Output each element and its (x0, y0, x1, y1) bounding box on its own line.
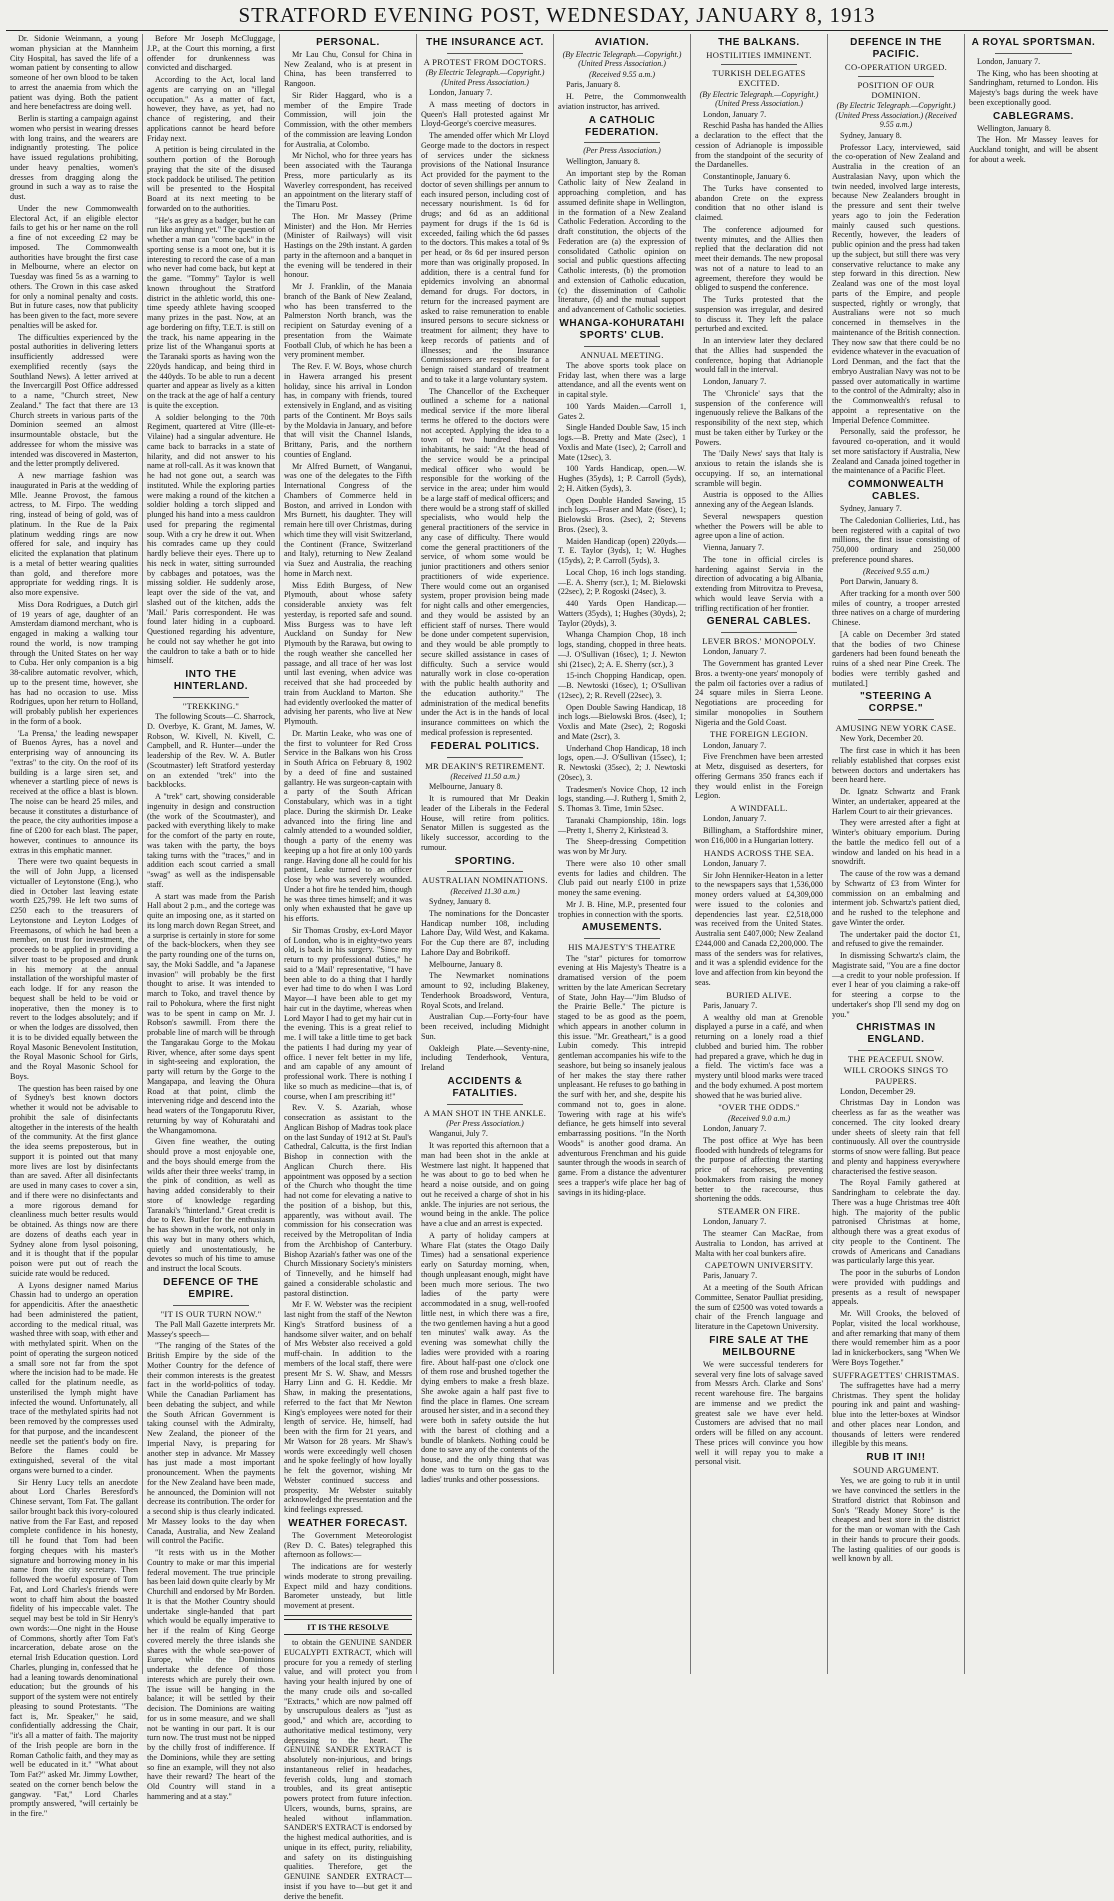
article-paragraph: Billingham, a Staffordshire miner, won £16,000 in a Hungarian lottery. (695, 826, 823, 845)
article-paragraph: The Chancellor of the Exchequer outlined a scheme for a national medical service if the more liberal terms he offered to the doctors were not accepted. Applying the idea to a town of two hundred thousand inhabitants, he said: "At the head of the service would be a principal medical officer who would be responsible for the working of the service in the area; under him would be a large staff of medical officers; and there would be a strong staff of skilled specialists, who would help the general practitioners of the service in any case of difficulty. There would come the general practitioners of the service, of whom some would be junior practitioners and others senior practitioners of wide experience. There would come out an organised system, proper provision being made for night calls and other emergencies, and they would be assisted by an efficient staff of nurses. There would be done under competent supervision, and they would be able promptly to secure skilled assistance in cases of difficulty. Such a service would naturally work in close co-operation with the public health authority and the education authority." The administration of the medical benefits under the Act is in the hands of local insurance committees on which the medical profession is represented. (421, 386, 549, 737)
article-paragraph: London, December 29. (840, 1086, 916, 1096)
article-paragraph: Mr. Will Crooks, the beloved of Poplar, visited the local workhouse, and after remarking that many of them there would remember him as a poor lad in knickerbockers, sang "When We Were Boys Together." (832, 1309, 960, 1367)
article-headline: WEATHER FORECAST. (288, 1517, 408, 1529)
article-subheading: AMUSING NEW YORK CASE. (835, 723, 957, 734)
article-paragraph: The cause of the row was a demand by Schwartz of £3 from Winter for commission on an embalming and interment job. Schwartz's patient died, and he rushed to the telephone and gave Winter the order. (832, 869, 960, 927)
news-column (965, 34, 1102, 1674)
article-paragraph: A petition is being circulated in the southern portion of the Borough praying that the site of the disused stock paddock be utilised. The petition will be presented to the Hospital Board at its next meeting to be forwarded on to the authorities. (147, 145, 275, 213)
article-paragraph: Dr. Sidonie Weinmann, a young woman physician at the Mannheim City Hospital, has saved the life of a woman patient by consenting to allow someone of her own blood to be taken to arrest the anaemia from which the patient was dying. Both the patient and here benefactress are doing well. (10, 34, 138, 112)
article-paragraph: A Lyons designer named Marius Chassin had to undergo an operation for appendicitis. After the anaesthetic had been administered the patient, according to the medical ritual, was washed three with soap, with ether and with methylated spirit. When on the point of operating the surgeon noticed a small sore not far from the spot where the incision had to be made. He called for the platinum needle, as unsterilised the lymph might have infected the wound. Unfortunately, all trace of the methylated spirits had not been removed by the compresses used for that purpose, and the incandescent needle set the patient's body on fire. Before the flames could be extinguished, several of the vital organs were burned to a cinder. (10, 1280, 138, 1475)
article-headline: THE BALKANS. (718, 37, 800, 48)
article-paragraph: Sir John Henniker-Heaton in a letter to the newspapers says that 1,536,000 money orders valued at £4,309,000 were issued to the colonies and dependencies last year. £2,518,000 was received from the United States. Australia sent £407,000; New Zealand £244,000 and Canada £2,200,000. The mass of the senders was for relatives, and it was a splendid evidence for the love and affection from kin beyond the seas. (695, 870, 823, 987)
article-paragraph: Constantinople, January 6. (703, 172, 791, 182)
section-divider (447, 53, 524, 54)
article-paragraph: In dismissing Schwartz's claim, the Magistrate said, "You are a fine doctor—a credit to your noble profession. If ever I hear of you claiming a rake-off for steering a corpse to the undertaker's shop I'll send my dog on you." (832, 951, 960, 1019)
masthead: STRATFORD EVENING POST, WEDNESDAY, JANUARY 8, 1913 (238, 3, 876, 27)
article-paragraph: London, January 7. (429, 88, 493, 98)
columns (6, 34, 1108, 1901)
column-rule (284, 1615, 412, 1616)
article-paragraph: London, January 7. (703, 814, 767, 824)
article-headline: COMMONWEALTH CABLES. (848, 479, 944, 503)
article-paragraph: The Turks have consented to abandon Crete on the express condition that no other island is claimed. (695, 183, 823, 223)
article-paragraph: Vienna, January 7. (703, 543, 764, 553)
article-paragraph: The 'Daily News' says that Italy is anxious to retain the islands she is occupying. If so, an international scramble will begin. (695, 449, 823, 488)
article-headline: THE INSURANCE ACT. (426, 37, 544, 48)
section-divider (858, 76, 935, 77)
article-subheading: CO-OPERATION URGED. (844, 61, 948, 72)
section-divider (721, 632, 798, 633)
dateline: (By Electric Telegraph.—Copyright.) (United Press Association.) (699, 89, 819, 109)
article-subheading: SUFFRAGETTES' CHRISTMAS. (832, 1369, 960, 1380)
news-column (828, 34, 965, 1674)
article-paragraph: The 'Chronicle' says that the suspension of the conference will ingenuously relieve the Balkans of the responsibility of the next step, which must be taken either by Turkey or the Powers. (695, 388, 823, 447)
article-paragraph: The Caledonian Collieries, Ltd., has been registered with a capital of two millions, the first issue consisting of 750,000 ordinary and 250,000 preference pound shares. (832, 515, 960, 564)
article-paragraph: Local Chop, 16 inch logs standing.—E. A. Sherry (scr.), 1; M. Bielowski (22sec), 2; P. Rogoski (24sec), 3. (558, 567, 686, 597)
article-paragraph: Maiden Handicap (open) 220yds.—T. E. Taylor (3yds), 1; W. Hughes (15yds), 2; P. Carroll (5yds), 3. (558, 536, 686, 566)
article-headline: ACCIDENTS & FATALITIES. (447, 1075, 523, 1099)
article-paragraph: "The ranging of the States of the British Empire by the side of the Mother Country for the defence of their common interests is the greatest fact in the world-politics of today. While the Canadian Parliament has been debating the subject, and while the South African Government is taking counsel with the Admiralty, New Zealand, the pioneer of the Imperial Navy, is preparing for another step in advance. Mr Massey has just made a most important pronouncement. When the payments for the New Zealand have been made, he announced, the Dominion will not decrease its contribution. The order for a second ship is thus clearly indicated. Mr Massey looks to the day when Canada, Australia, and New Zealand will control the Pacific. (147, 1341, 275, 1546)
article-subheading: LEVER BROS.' MONOPOLY. (702, 636, 816, 647)
article-paragraph: Paris, January 7. (703, 1271, 758, 1281)
article-subheading: TURKISH DELEGATES EXCITED. (712, 68, 806, 89)
article-paragraph: The Government Meteorologist (Rev D. C. Bates) telegraphed this afternoon as follows:— (284, 1530, 412, 1560)
advertisement-heading: IT IS THE RESOLVE (284, 1619, 412, 1635)
article-paragraph: The suffragettes have had a merry Christmas. They spent the holiday pouring ink and paint and washing-blue into the letter-boxes at Windsor and other places near London, and thousands of letters were rendered illegible by this means. (832, 1380, 960, 1449)
article-paragraph: Whanga Champion Chop, 18 inch logs, standing, chopped in three heats.—J. O'Sullivan (16sec), 1; J. Newton shi (21sec), 2; A. E. Sherry (scr.), 3 (558, 630, 686, 669)
article-subheading: "TREKKING." (182, 700, 240, 711)
article-paragraph: Oakleigh Plate.—Seventy-nine, including Tenderhook, Ventura, Ireland (421, 1043, 549, 1073)
article-paragraph: Wanganui, July 7. (429, 1129, 488, 1139)
article-paragraph: Five Frenchmen have been arrested at Metz, disguised as deserters, for offering Germans 350 francs each if they would enlist in the Foreign Legion. (695, 752, 823, 801)
article-headline: SPORTING. (454, 855, 516, 867)
article-paragraph: Paris, January 7. (703, 1000, 758, 1010)
article-paragraph: There were two quaint bequests in the will of John Jupp, a licensed victualler of Leytonstone (Eng.), who died in October last leaving estate worth £25,799. He left two sums of £250 each to the treasurers of Leytonstone and Leyton Lodges of Freemasons, of which he had been a member, on trust for investment, the proceeds to be applied in providing a silver toast to be proposed and drunk in his memory at the annual installation of the worshipful master of each lodge. If for any reason the bequest shall be held to be void or inoperative, then the money is to revert to the lodges absolutely; and if or when the lodges are dissolved, then it is to be divided equally between the Royal Masonic Benevolent Institution, the Royal Masonic School for Girls, and the Royal Masonic School for Boys. (10, 857, 138, 1081)
article-paragraph: Mr F. W. Webster was the recipient last night from the staff of the Newton King's Stratford business of a handsome silver waiter, and on behalf of Mrs Webster also received a gold muff-chain. In addition to the members of the local staff, there were present Mr S. W. Shaw, and Messrs Harry Linn and G. H. Keddie. Mr Shaw, in making the presentations, referred to the fact that Mr Newton King's employees were noted for their length of service. He, himself, had been with the firm for 21 years, and Mr Watson for 28 years. Mr Shaw's words were exceedingly well chosen and he spoke feelingly of how loyally he felt the governor, wishing Mr Webster continued success and prosperity. Mr Webster suitably acknowledged the presentation and the kind feelings expressed. (284, 1300, 412, 1515)
article-paragraph: Austria is opposed to the Allies annexing any of the Aegean Islands. (695, 490, 823, 510)
article-paragraph: London, January 7. (703, 740, 767, 750)
article-paragraph: H. Petre, the Commonwealth aviation instructor, has arrived. (558, 92, 686, 111)
article-subheading: "OVER THE ODDS." (718, 1102, 800, 1113)
article-paragraph: 100 Yards Handicap, open.—W. Hughes (35yds), 1; P. Carroll (5yds), 2; H. Aitken (5yds), 3. (558, 464, 686, 493)
article-paragraph: London, January 7. (703, 1217, 767, 1227)
article-subheading: A PROTEST FROM DOCTORS. (423, 56, 547, 67)
article-paragraph: Melbourne, January 8. (429, 782, 503, 792)
article-paragraph: New York, December 20. (840, 734, 924, 744)
article-headline: WHANGA-KOHURATAHI SPORTS' CLUB. (559, 317, 685, 341)
article-paragraph: We were successful tenderers for several very fine lots of salvage saved from Messrs Arch. Clarke and Sons' recent warehouse fire. The bargains are immense and we predict the greatest sale we have ever held. Customers are advised that no mail orders will be filled on any account. These prices will convince you how well it will repay you to make a personal visit. (695, 1359, 823, 1467)
article-paragraph: Sir Henry Lucy tells an anecdote about Lord Charles Beresford's Chinese servant, Tom Fat. The gallant sailor brought back this ivory-coloured native from the Far East, and reposed complete confidence in his honesty, till he found that Tom had been forging cheques with his master's signature and borrowing money in his name from the city secretary. Then followed the woeful exposure of Tom Fat, and Lord Charles's friends were wont to chaff him about the boasted fidelity of his impeccable valet. The sequel may best be told in Sir Henry's own words:—One night in the House of Commons, shortly after Tom Fat's incarceration, debate arose on the eternal Irish Education question. Lord Charles, plunging in, confessed that he had a leaning towards denominational education; but the grounds of his support of the system were not entirely pleasing to sound Protestants. "The fact is, Mr. Speaker," he said, confidentially addressing the Chair, "it's all a matter of faith. The majority of the Irish people are born in the Roman Catholic faith, and they may as well be educated in it." "What about Tom Fat?" asked Mr. Jimmy Lowther, seated on the corner bench below the gangway. "Fat," Lord Charles promptly answered, "will certainly be in the fire." (10, 1477, 138, 1818)
article-paragraph: The Hon. Mr Massey leaves for Auckland tonight, and will be absent for about a week. (969, 135, 1098, 164)
article-paragraph: Dr. Ignatz Schwartz and Frank Winter, an undertaker, appeared at the Harlem Court to air their grievances. (832, 787, 960, 816)
article-paragraph: Mr J. B. Hine, M.P., presented four trophies in connection with the sports. (558, 899, 686, 919)
article-paragraph: The Royal Family gathered at Sandringham to celebrate the day. There was a huge Christmas tree 40ft high. The majority of the public patronised Christmas at home, although there was a great exodus of city people to the Continent. The crowds of Americans and Canadians was particularly large this year. (832, 1178, 960, 1266)
article-paragraph: The King, who has been shooting at Sandringham, returned to London. His Majesty's bags during the week have been exceptionally good. (969, 68, 1098, 107)
article-subheading: STEAMER ON FIRE. (717, 1206, 801, 1217)
article-paragraph: The "star" pictures for tomorrow evening at His Majesty's Theatre is a dramatised version of the poem written by the late American Secretary of State, John Hay—"Jim Bludso of the Prairie Belle." The picture is staged to be as good as the poem, which appears in another column in this issue. "Mr. Greatheart," is a good Lubin comedy. This intrepid gentleman accompanies his wife to the seashore, but being so insanely jealous of her makes the stay there rather unpleasant. He refuses to go bathing in the surf with her, and she, despite his command not to, goes in alone. Towering with rage at his wife's defiance, he gets himself into several embarrassing positions. "In the North Woods" is another good drama. An adventurous Frenchman and his guide saunter through the woods in search of game. From a distance the adventurer sees a trapper's wife place her bag of savings in its hiding-place. (558, 953, 686, 1197)
article-paragraph: 100 Yards Maiden.—Carroll 1, Gates 2. (558, 401, 686, 421)
article-paragraph: In an interview later they declared that the Allies had suspended the conference, hoping that Adrianople would fall in the interval. (695, 336, 823, 375)
article-paragraph: The post office at Wye has been flooded with hundreds of telegrams for the purpose of affecting the starting price of racehorses, preventing bookmakers from raising the money better to the racecourse, thus shortening the odds. (695, 1135, 824, 1204)
article-paragraph: At a meeting of the South African Committee, Senator Paulliat presiding, the sum of £2500 was voted towards a chair of the French language and literature in the Capetown University. (695, 1283, 823, 1332)
article-headline: DEFENCE IN THE PACIFIC. (850, 37, 942, 60)
article-paragraph: The poor in the suburbs of London were provided with puddings and presents as a result of newspaper appeals. (832, 1268, 960, 1307)
article-headline: FIRE SALE AT THE MEILBOURNE (709, 1334, 809, 1358)
article-paragraph: They were arrested after a fight at Winter's obituary emporium. During the battle the medico fell out of a window and landed on his head in a snowdrift. (832, 818, 960, 867)
article-headline: INTO THE HINTERLAND. (173, 669, 249, 692)
news-column (143, 34, 280, 1801)
article-paragraph: Under the new Commonwealth Electoral Act, if an eligible elector fails to get his or her name on the roll a fine of not exceeding £2 may be imposed. The Commonwealth authorities have brought the first case in Melbourne, where an elector on Tuesday was fined 5s as a warning to others. The Crown in this case asked for only a nominal penalty and costs. But in future cases, now that publicity has been given to the fact, more severe penalties will be asked for. (10, 203, 138, 330)
article-paragraph: The Government has granted Lever Bros. a twenty-one years' monopoly of the palm oil factories over a radius of 24 square miles in Sierra Leone. Negotiations are proceeding for similar monopolies in Southern Nigeria and the Gold Coast. (695, 659, 823, 727)
article-paragraph: London, January 7. (703, 109, 767, 119)
article-paragraph: Tradesmen's Novice Chop, 12 inch logs, standing.—J. Rutherg 1, Smith 2, S. Thomas 3. Time, 1min 52sec. (558, 784, 686, 814)
article-paragraph: Personally, said the professor, he favoured co-operation, and it would set more satisfactory if Australia, New Zealand and Canada joined together in the maintenance of a Pacific Fleet. (832, 427, 960, 476)
article-paragraph: London, January 7. (703, 377, 767, 387)
article-paragraph: The question has been raised by one of Sydney's best known doctors whether it would not be advisable to prohibit the sale of disinfectants altogether in the interests of the health of the community. At the first glance the idea seems preposterous, but in support it is pointed out that many more lives are lost by disinfectants than are saved. After all disinfectants are used in many cases to cover a sin, and if there were no disinfectants and a more rigorous demand for cleanliness much better results would be obtained. As things now are there are dozens of deaths each year in Sydney alone from lysol poisoning, and it is thought that if the popular poison were put out of reach the suicide rate would be reduced. (10, 1083, 138, 1278)
article-paragraph: A party of holiday campers at Whare Flat (states the Otago Daily Times) had a sensational experience early on Saturday morning, when, though unpleasant enough, might have been much more serious. The two ladies of the party were accommodated in a snug, well-roofed little nest, in which there was a fire, the two gentlemen having a hut a good ten minutes' walk away. As the evening was somewhat chilly the ladies were provided with a roaring fire. About half-past one o'clock one of them rose and brushed together the dying embers to make a fresh blaze. She awoke again a half past five to find the place in flames. One scream aroused her sister, and in a second they were both in safety outside the hut with the barest of clothing and a bundle of blankets. Nothing could be done to save any of the contents of the house, and the only thing that was done was to turn on the gas to the ladies' trunks and other possessions. (421, 1230, 549, 1484)
article-paragraph: Taranaki Championship, 18in. logs—Pretty 1, Sherry 2, Kirkstead 3. (558, 815, 686, 835)
article-paragraph: Wellington, January 8. (977, 123, 1051, 133)
dateline: (Received 11.50 a.m.) (450, 771, 520, 781)
article-paragraph: Sir Thomas Crosby, ex-Lord Mayor of London, who is in eighty-two years old, is back in his surgery. "Since my return to my professional duties," he said to a 'Mail' representative, "I have been able to do a thing that I hardly ever had time to do when I was Lord Mayor—I have been able to get my hair cut in the daytime, whereas when Lord Mayor I had to get my hair cut in the evening. This is a great relief to me. I will take a little time to get back the patients I had during my year of office. I never felt better in my life, and am capable of any amount of professional work. There is nothing I like so much as medicine—that is, of course, when I am prescribing it!" (284, 925, 412, 1101)
article-paragraph: The following Scouts—C. Sharrock, D. Overbye, K. Grant, M. James, W. Robson, W. Kivell, N. Kivell, C. Campbell, and R. Hunter—under the leadership of the Rev. W. A. Butler (Scoutmaster) left Stratford yesterday on an extended "trek" into the backblocks. (147, 712, 275, 790)
article-paragraph: London, January 7. (703, 1124, 767, 1134)
section-divider (995, 53, 1072, 54)
section-divider (858, 1050, 935, 1051)
article-subheading: HOSTILITIES IMMINENT. (706, 49, 812, 60)
article-subheading: MR DEAKIN'S RETIREMENT. (425, 760, 545, 771)
news-column (417, 34, 554, 1674)
article-subheading: WILL CROOKS SINGS TO PAUPERS. (843, 1065, 949, 1086)
article-paragraph: After tracking for a month over 500 miles of country, a trooper arrested three natives on a charge of murdering Chinese. (832, 588, 960, 628)
news-column (6, 34, 143, 1818)
article-subheading: HANDS ACROSS THE SEA. (703, 847, 815, 858)
article-paragraph: The Rev. F. W. Boys, whose church in Hawera arranged his present holiday, since his arrival in London has, in company with friends, toured extensively in England, and as visiting parts of the Continent. Mr Boys sails by the Moldavia in January, and before that will visit the Channel Islands, Brittany, Paris, and the northern counties of England. (284, 362, 412, 459)
article-headline: CHRISTMAS IN ENGLAND. (856, 1022, 936, 1046)
article-paragraph: Mr Lau Chu, Consul for China in New Zealand, who is at present in China, has been transferred to Rangoon. (284, 49, 412, 89)
article-paragraph: There were also 10 other small events for ladies and children. The Club paid out nearly £100 in prize money the same evening. (558, 858, 686, 898)
article-paragraph: 15-inch Chopping Handicap, open.—B. Newtoski (16sec), 1; O'Sullivan (12sec), 2; R. Revell (22sec), 3. (558, 671, 686, 700)
article-paragraph: It is rumoured that Mr Deakin leader of the Liberals in the Federal House, will retire from politics. Senator Millen is suggested as the likely successor, according to the rumour. (421, 794, 549, 852)
article-paragraph: The Newmarket nominations amount to 92, including Blakeney, Tenderhook Broadsword, Ventura, Royal Scots, and Ireland. (421, 971, 549, 1010)
article-paragraph: A new marriage fashion was inaugurated in Paris at the wedding of Mlle. Jeanne Provost, the famous actress, to M. Firpo. The wedding ring, instead of being of gold, was of platinum. In the Rue de la Paix platinum wedding rings are now offered for sale, and inquiry has elicited the explanation that platinum is a metal of better wearing qualities than gold, and therefore more appropriate for wedding rings. It is also more expensive. (10, 471, 138, 597)
article-paragraph: The amended offer which Mr Lloyd George made to the doctors in respect of services under the sickness provisions of the National Insurance Act provided for the payment to the doctor of seven shillings per annum to each insured person, including cost of necessary nourishment. 1s 6d for drugs; and 6d as an additional payment for drugs if the 1s 6d is exceeded, failing which the 6d passes to the doctors. This makes a total of 9s per head, or 8s 6d per insured person more than was originally proposed. In addition, there is a central fund for epidemics involving an abnormal demand for drugs. For doctors, in return for the increased payment are asked to raise remuneration to enable insured persons to secure sickness or treatment for ailment; they have to keep records of patients and of illnesses; and the Insurance Commissioners are responsible for a benign raised standard of treatment and to take it a large voluntary system. (421, 131, 549, 384)
article-headline: CABLEGRAMS. (992, 110, 1075, 122)
article-paragraph: Several newspapers question whether the Powers will be able to agree upon a line of action. (695, 511, 823, 541)
article-paragraph: Wellington, January 8. (566, 156, 640, 166)
article-paragraph: Single Handed Double Saw, 15 inch logs.—B. Pretty and Mate (2sec), 1 Voxlis and Mate (1sec), 2; Carroll and Mate (12sec), 3. (558, 423, 686, 462)
article-paragraph: Yes, we are going to rub it in until we have convinced the settlers in the Stratford district that Robinson and Son's "Ready Money Store" is the cheapest and best store in the district for the man or woman with the Cash in their hands to procure their goods. The lasting qualities of our goods is well known by all. (832, 1476, 960, 1564)
article-headline: PERSONAL. (316, 37, 380, 48)
article-subheading: A MAN SHOT IN THE ANKLE. (423, 1107, 547, 1118)
article-paragraph: The undertaker paid the doctor £1, and refused to give the remainder. (832, 929, 960, 949)
section-divider (173, 697, 250, 698)
news-column (554, 34, 691, 1674)
article-paragraph: The tone in official circles is hardening against Servia in the direction of advocating a big Albania, extending from Mitrovitza to Prevesa, which would leave Servia with a trifling rectification of her frontier. (695, 554, 823, 613)
article-paragraph: Melbourne, January 8. (429, 959, 503, 969)
article-subheading: HIS MAJESTY'S THEATRE (568, 942, 676, 953)
article-subheading: BURIED ALIVE. (726, 989, 792, 1000)
article-paragraph: A wealthy old man at Grenoble displayed a purse in a café, and when returning on a lonely road a thief clubbed and buried him. The robber had prepared a grave, which he dug in a field. The victim's face was a mystery until blood marks were traced and the body exhumed. A post mortem showed that he was buried alive. (695, 1012, 823, 1100)
article-paragraph: The above sports took place on Friday last, when there was a large attendance, and all the events went on in capital style. (558, 360, 686, 400)
article-paragraph: The nominations for the Doncaster Handicap number 108, including Lahore Day, Wild West, and Kakama. For the Cup there are 87, including Lahore Day and Bobrikoff. (421, 908, 549, 957)
section-divider (173, 1305, 250, 1306)
article-paragraph: Before Mr Joseph McCluggage, J.P., at the Court this morning, a first offender for drunkenness was convicted and discharged. (147, 34, 275, 73)
dateline: (By Electric Telegraph.—Copyright.) (United Press Association.) (Received 9.55 a.m.) (835, 101, 957, 130)
article-paragraph: London, January 7. (703, 647, 767, 657)
article-paragraph: Underhand Chop Handicap, 18 inch logs, open.—J. O'Sullivan (15sec), 1; R. Newtoski (35sec), 2; J. Newtoski (20sec), 3. (558, 743, 686, 782)
article-subheading: AUSTRALIAN NOMINATIONS. (422, 875, 548, 886)
article-subheading: THE FOREIGN LEGION. (709, 729, 809, 740)
section-divider (447, 871, 524, 872)
article-subheading: A WINDFALL. (730, 803, 788, 814)
dateline: (Received 9.0 a.m.) (728, 1113, 790, 1123)
article-paragraph: Australian Cup.—Forty-four have been received, including Midnight Sun. (421, 1012, 549, 1041)
article-paragraph: A start was made from the Parish Hall about 2 p.m., and the cortege was quite an imposing one, as it started on its long march down Regan Street, and a surprise is certainly in store for some of the back-blockers, when they see the party rounding one of the turns on, say, the Moki Saddle, and "a Japanese invasion" will probably be the first thought to arise. It was intended to march to Toko, and travel thence by rail to Pohokura, where the first night was to be spent in camp on Mr. J. Robson's sawmill. From there the probable line of march will be through the Tangarakau Gorge to the Mokau River, whence, after some days spent in sight-seeing and exploration, the party will return by the Gorge to the Mangapapa, and leaving the Ohura Road at that point, climb the intervening ridge and descend into the head waters of the Tongaporutu River, returning by way of Kohuratahi and the Whangamomona. (147, 891, 275, 1135)
news-column (691, 34, 828, 1674)
article-paragraph: to obtain the GENUINE SANDER EUCALYPTI EXTRACT, which will procure for you a remedy of sterling value, and will protect you from having your health injured by one of the many crude oils and so-called "Extracts," which are now palmed off by unscrupulous dealers as "just as good," and which are, according to authoritative medical testimony, very depressing to the heart. The GENUINE SANDER EXTRACT is absolutely non-injurious, and brings instantaneous relief in headaches, feverish colds, lung and stomach troubles, and its great antiseptic powers protect from future infection. Ulcers, wounds, burns, sprains, are healed without inflammation. SANDER'S EXTRACT is endorsed by the highest medical authorities, and is unique in its effect, purity, reliability, and safety on its distinguishing qualities. Therefore, get the GENUINE SANDER EXTRACT—insist if you have to—but get it and derive the benefit. (284, 1638, 412, 1901)
article-subheading: POSITION OF OUR DOMINION. (857, 80, 935, 101)
article-paragraph: Sydney, January 8. (429, 897, 491, 907)
article-paragraph: Sydney, January 8. (840, 130, 902, 140)
article-paragraph: Open Double Handed Sawing, 15 inch logs.—Fraser and Mate (6sec), 1; Bielowski Bros. (2sec), 2; Stevens Bros. (2sec), 3. (558, 495, 686, 534)
article-headline: AMUSEMENTS. (581, 922, 663, 934)
article-paragraph: An important step by the Roman Catholic laity of New Zealand in approaching completion, and has assumed definite shape in Wellington, in the formation of a New Zealand Catholic Federation. According to the draft constitution, the objects of the Federation are (a) the expression of consolidated Catholic opinion on social and public questions affecting Catholic interests, (b) the promotion and extension of Catholic education, (c) the dissemination of Catholic literature, (d) and the mutual support and advancement of Catholic societies. (558, 168, 686, 315)
section-divider (447, 1104, 524, 1105)
masthead-rule (6, 30, 1108, 31)
article-paragraph: The Sheep-dressing Competition was won by Mr Jury. (558, 837, 686, 857)
dateline: (By Electric Telegraph.—Copyright.) (United Press Association.) (425, 68, 545, 87)
article-paragraph: Mr J. Franklin, of the Manaia branch of the Bank of New Zealand, who has been transferred to the Palmerston North branch, was the recipient on Saturday evening of a presentation from the Waimate Football Club, of which he has been a very prominent member. (284, 282, 412, 360)
article-paragraph: Given fine weather, the outing should prove a most enjoyable one, and the boys should emerge from the wilds after their three weeks' tramp, in the pink of condition, as well as having added considerably to their store of knowledge regarding Taranaki's "hinterland." Great credit is due to Rev. Butler for the enthusiasm he has shown in the work, not only in this way but in many others which, quietly and unostentatiously, he devotes so much of his time to amuse and instruct the local Scouts. (147, 1137, 275, 1273)
article-paragraph: Professor Lacy, interviewed, said the co-operation of New Zealand and Australia in the creation of an Australasian Navy, upon which the twin needed, involved large interests, because New Zealanders brought in the pressure and sent their twelve years ago to join the Federation mainly caused such questions. Recently, however, the leaders of public opinion and the press had taken up the subject, but still there was very conservative reluctance to make any step forward in this direction. New Zealand was one of the most loyal parts of the Empire, and people suspected, rightly or wrongly, that Australians were not so much concerned in themselves in the maintenance of the British connection. They now saw that there could be no evidence whatever in the evacuation of Lord Denman, and the fact that the embryo Australian Navy was not to be passed over automatically in wartime to the control of the Admiralty; also in the Commonwealth's refusal to appoint a representative on the Imperial Defence Committee. (832, 142, 960, 425)
article-paragraph: Mr Nichol, who for three years has been associated with the Tauranga Press, more particularly as its Waverley correspondent, has received an appointment on the literary staff of the Timaru Post. (284, 151, 412, 210)
article-paragraph: Berlin is starting a campaign against women who persist in wearing dresses with long trains, and the wearers are indignantly protesting. The police have issued regulations prohibiting, under heavy penalties, women's dresses from dragging along the ground in such a way as to raise the dust. (10, 114, 138, 201)
article-headline: A CATHOLIC FEDERATION. (585, 114, 659, 138)
article-paragraph: "It rests with us in the Mother Country to make or mar this imperial federal movement. The true principle has been laid down quite clearly by Mr Churchill and endorsed by Mr Borden. It is that the Mother Country should undertake single-handed that part which would be equally imperative to her if the realm of King George covered merely the three islands she shares with the whole sea-power of Europe, while the Dominions undertake the defence of those interests which are purely their own. The issue will be hanging in the balance; it will be settled by their decision. The Dominions are waiting for us in some measure, and we shall not be wanting in our part. It is our turn now. The trust must not be nipped by the chilly frost of indifference. If the Dominions, while they are setting so fine an example, will they not also have their reward? The heart of the Old Country will stand in a hammering and at a stay." (147, 1548, 276, 1801)
section-divider (447, 757, 524, 758)
article-paragraph: According to the Act, local land agents are carrying on an "illegal occupation." As a matter of fact, however, they have, as yet, had no chance of registering, and their applications cannot be heard before Friday next. (147, 75, 275, 143)
article-paragraph: Port Darwin, January 8. (840, 577, 918, 587)
article-paragraph: Open Double Sawing Handicap, 18 inch logs.—Bielowski Bros. (4sec), 1; Voxlis and Mate (2sec), 2; Rogoski and Mate (2scr), 3. (558, 702, 686, 741)
article-paragraph: Sydney, January 7. (840, 504, 902, 514)
article-paragraph: It was reported this afternoon that a man had been shot in the ankle at Westmere last night. It happened that he was about to go to bed when he heard a noise outside, and on going out he received a charge of shot in his ankle. The injuries are not serious, the wound being in the ankle. The police have a clue and an arrest is expected. (421, 1141, 549, 1229)
article-paragraph: Christmas Day in London was cheerless as far as the weather was concerned. The city looked dreary under sheets of sleety rain that fell continuously. All over the countryside storms of snow were falling. But peace and plenty and happiness everywhere characterised the festive season. (832, 1098, 961, 1176)
article-headline: GENERAL CABLES. (706, 616, 812, 628)
article-paragraph: The conference adjourned for twenty minutes, and the Allies then replied that the declaration did not meet their demands. The new proposal was not of a nature to lead to an agreement, therefore they would be obliged to suspend the conference. (695, 224, 823, 293)
article-paragraph: The Hon. Mr Massey (Prime Minister) and the Hon. Mr Herries (Minister of Railways) will visit Hastings on the 29th instant. A garden party in the afternoon and a banquet in the evening will be tendered in their honour. (284, 211, 412, 280)
section-divider (584, 346, 661, 347)
article-subheading: THE PEACEFUL SNOW. (847, 1054, 945, 1065)
article-paragraph: [A cable on December 3rd stated that the bodies of two Chinese gardeners had been found beneath the ruins of a shed near Pine Creek. The bodies were terribly gashed and mutilated.] (832, 629, 960, 688)
section-divider (584, 142, 661, 143)
dateline: (Received 9.55 a.m.) (863, 566, 929, 576)
article-paragraph: The first case in which it has been reliably established that corpses exist between doctors and undertakers has been heard here. (832, 746, 960, 785)
article-paragraph: Miss Edith Burgess, of New Plymouth, about whose safety considerable anxiety was felt yesterday, is reported safe and sound. Miss Burgess was to have left Auckland on Sunday for New Plymouth by the Rarawa, but owing to the rough weather she cancelled her passage, and all trace of her was lost until last evening, when advice was received that she had proceeded by train from Auckland to Marton. She had evidently overlooked the matter of advising her parents, who live at New Plymouth. (284, 580, 412, 727)
article-subheading: "IT IS OUR TURN NOW." (160, 1308, 262, 1319)
dateline: (Per Press Association.) (583, 146, 661, 156)
article-paragraph: The Pall Mall Gazette interprets Mr. Massey's speech— (147, 1319, 275, 1339)
article-paragraph: Rev. V. S. Azariah, whose consecration as assistant to the Anglican Bishop of Madras took place on the last Sunday of 1912 at St. Paul's Cathedral, Calcutta, is the first Indian Bishop in connection with the Anglican Church there. His appointment was opposed by a section of the Church who thought the time had not come for elevating a native to the position of a bishop, but this, apparently, was without avail. The commission for his consecration was received by the Metropolitan of India from the Archbishop of Canterbury. Bishop Azariah's father was one of the Church Missionary Society's ministers of Tinnevelly, and he himself had gained a considerable scholastic and pastoral distinction. (284, 1103, 412, 1298)
news-column (280, 34, 417, 1901)
article-paragraph: Paris, January 8. (566, 80, 621, 90)
article-paragraph: Miss Dora Rodrigues, a Dutch girl of 19 years of age, daughter of an Amsterdam diamond merchant, who is engaged in making a walking tour round the world, is now tramping through the United States on her way to Cuba. Her only companion is a big 38-calibre automatic revolver, which, up to the present time, however, she has had no occasion to use. Miss Rodrigues, upon her return to Holland, will probably publish her experiences in the form of a book. (10, 599, 138, 726)
article-paragraph: The Turks protested that the suspension was irregular, and desired to discuss it. They left the palace perturbed and excited. (695, 295, 823, 334)
dateline: (Per Press Association.) (446, 1118, 524, 1128)
article-subheading: SOUND ARGUMENT. (853, 1465, 939, 1476)
article-paragraph: Reschid Pasha has handed the Allies a declaration to the effect that the cession of Adrianople is impossible from the standpoint of the security of the Dardanelles. (695, 121, 823, 170)
article-paragraph: A soldier belonging to the 70th Regiment, quartered at Vitre (Ille-et-Vilaine) had a singular adventure. He came back to barracks in a state of hilarity, and did not answer to his name at roll-call. As it was known that he had not gone out, a search was instituted. While the exploring parties were making a round of the kitchen a soldier holding a torch slipped and plunged his hand into a mess cauldron used for preparing the regimental soup. With a cry he drew it out. When his comrades came up they could hardly believe their eyes. There up to his neck in water, sitting surrounded by cabbages and potatoes, was the missing soldier. He suddenly arose, leapt over the side of the vat, and slashed out of the kitchen, adds the 'Mail.' Paris correspondent. He was found later hiding in a cupboard. Questioned regarding his adventure, he could not say whether he got into the cauldron to take a bath or to hide himself. (147, 412, 275, 666)
article-headline: FEDERAL POLITICS. (430, 740, 540, 752)
article-headline: RUB IT IN!! (866, 1452, 926, 1464)
article-paragraph: A "trek" cart, showing considerable ingenuity in design and construction (the work of the Scoutmaster), and packed with everything likely to make for the comfort of the party en route, was taken with the party, the boys taking turns with the "traces," and in addition each scout carried a small "swag" as well as the indispensable staff. (147, 792, 275, 889)
article-headline: A ROYAL SPORTSMAN. (971, 37, 1096, 48)
article-paragraph: The difficulties experienced by the postal authorities in delivering letters insufficiently addressed were exemplified recently (says the Southland News). A letter arrived at the Invercargill Post Office addressed to a name, "Church street, New Zealand." The fact that there are 13 Church streets in various parts of the Dominion seemed an almost insurmountable obstacle, but the addressee for whom the missive was intended was discovered in Masterton, and the letter promptly delivered. (10, 332, 138, 469)
article-paragraph: Mr Alfred Burnett, of Wanganui, was one of the delegates to the Fifth International Congress of the Chambers of Commerce held in Boston, and arrived in London with Mrs Burnett, his daughter. They will remain here till over Christmas, during which time they will visit Switzerland, the Continent (France, Switzerland and Italy), returning to New Zealand via Suez and Australia, the reaching home in March next. (284, 461, 412, 578)
dateline: (Received 11.30 a.m.) (450, 886, 520, 896)
article-paragraph: 440 Yards Open Handicap.—Watters (35yds), 1; Hughes (30yds), 2; Taylor (20yds), 3. (558, 599, 686, 628)
article-paragraph: Sir Rider Haggard, who is a member of the Empire Trade Commission, will join the Commission, with the other members of the commission are leaving London for Australia, at Colombo. (284, 90, 412, 149)
article-subheading: ANNUAL MEETING. (580, 349, 664, 360)
section-divider (858, 719, 935, 720)
article-paragraph: Dr. Martin Leake, who was one of the first to volunteer for Red Cross Service in the Balkans won his Cross in South Africa on February 8, 1902 by a deed of fine and sustained gallantry. He was surgeon-captain with a party of the South African Constabulary, which was in a tight place. During the skirmish Dr. Leake advanced into the firing line and calmly attended to a wounded soldier, though a party of the enemy was keeping up a hot fire at only 100 yards range. Having done all he could for his patient, Leake turned to an officer close by who was severely wounded. Under a hot fire he tended him, though he was three times himself; and it was only when exhausted that he gave up his efforts. (284, 728, 412, 924)
section-divider (584, 938, 661, 939)
article-paragraph: London, January 7. (703, 858, 767, 868)
article-paragraph: 'La Prensa,' the leading newspaper of Buenos Ayres, has a novel and enterprising way of announcing its "extras" to the city. On the roof of its building is a large siren set, and whenever a startling piece of news is received at the office a blast is blown. The noise can be heard 25 miles, and because it constitutes a disturbance of the peace, the city authorities impose a fine of £200 for each blast. The paper, however, continues to announce its extras in this emphatic manner. (10, 728, 138, 855)
article-paragraph: A mass meeting of doctors in Queen's Hall protested against Mr Lloyd-George's coercive measures. (421, 99, 549, 129)
dateline: (By Electric Telegraph.—Copyright.) (United Press Association.) (562, 49, 682, 69)
article-subheading: CAPETOWN UNIVERSITY. (704, 1260, 814, 1271)
dateline: (Received 9.55 a.m.) (589, 69, 655, 79)
article-paragraph: "He's as grey as a badger, but he can run like anything yet." The question of whether a man can "come back" in the sporting sense is a moot one, but it is interesting to record the case of a man who never had come back, but kept at the game. "Tommy" Taylor is well known throughout the Stratford district in the athletic world, this one-time speedy athlete having scooped many prizes in the past. Now, at an age bordering on fifty, T.E.T. is still on the track, his name appearing in the prize list of the Whanganui sports at the Taranaki sports as having won the 220yds handicap, and being third in the 440yds. To be able to run a decent quarter and appear as lively as a kitten on the track at the age of half a century is quite the exception. (147, 215, 275, 410)
article-headline: AVIATION. (594, 37, 650, 48)
section-divider (721, 64, 798, 65)
article-paragraph: London, January 7. (977, 56, 1041, 66)
article-headline: DEFENCE OF THE EMPIRE. (163, 1276, 259, 1300)
article-paragraph: The indications are for westerly winds moderate to strong prevailing. Expect mild and hazy conditions. Barometer unsteady, but little movement at present. (284, 1562, 412, 1611)
article-headline: "STEERING A CORPSE." (859, 691, 933, 715)
article-paragraph: The steamer Can MacRae, from Australia to London, has arrived at Malta with her coal bunkers afire. (695, 1229, 823, 1258)
